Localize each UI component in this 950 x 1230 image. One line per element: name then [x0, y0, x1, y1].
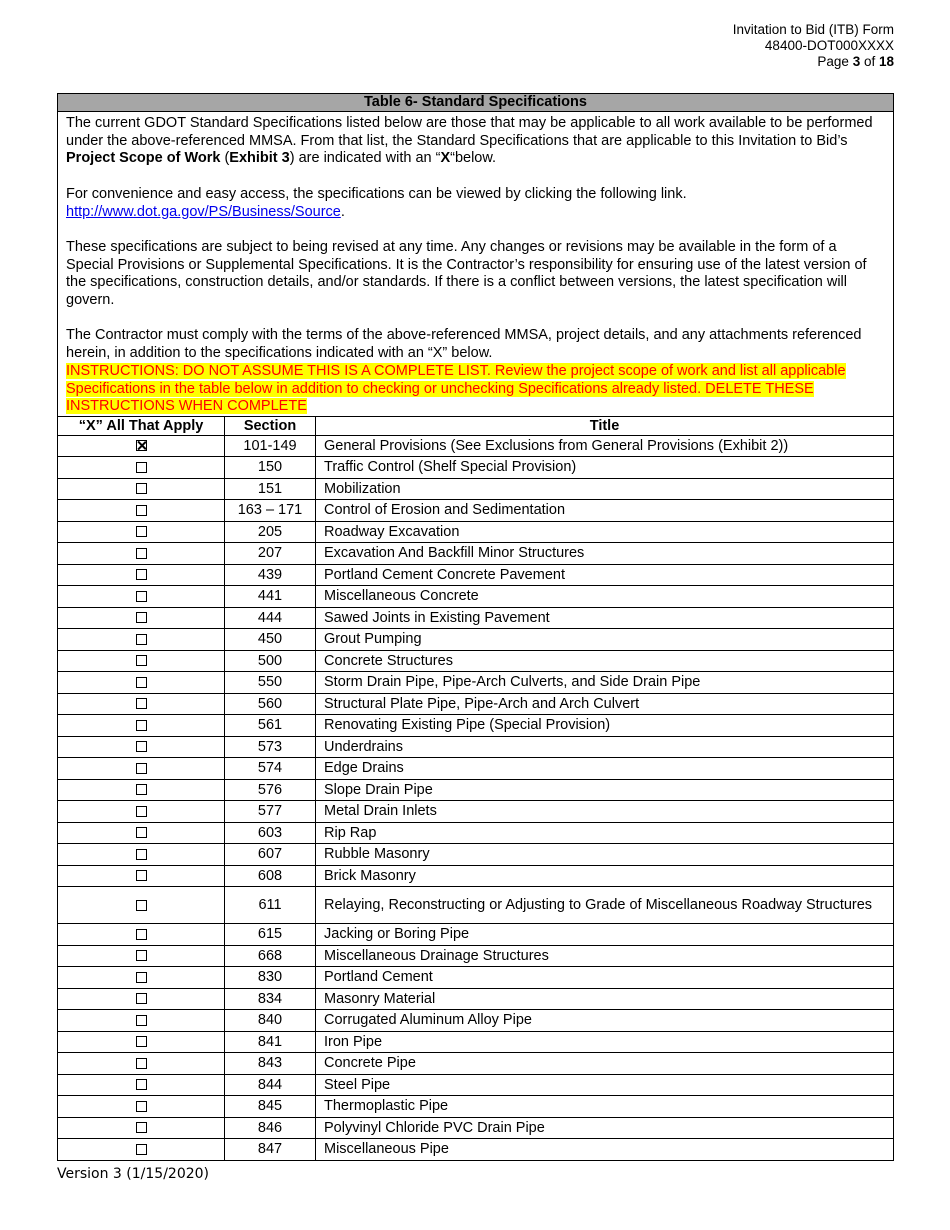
table-row [58, 887, 893, 924]
apply-cell [58, 1096, 225, 1118]
table-row [58, 822, 893, 844]
table-row [58, 1074, 893, 1096]
apply-cell [58, 887, 225, 924]
section-cell: 500 [225, 650, 316, 672]
checkbox-icon[interactable] [136, 698, 147, 709]
checkbox-icon[interactable] [136, 993, 147, 1004]
section-cell: 611 [225, 887, 316, 924]
title-cell: Portland Cement [316, 967, 894, 989]
table-row [58, 1031, 893, 1053]
column-header-section: Section [225, 416, 316, 435]
section-cell: 847 [225, 1139, 316, 1160]
title-cell: Jacking or Boring Pipe [316, 924, 894, 946]
title-cell: Masonry Material [316, 988, 894, 1010]
intro-paragraph-3: These specifications are subject to being revised at any time. Any changes or revisions may be available in the form of a Special Provisions or Supplemental Specifications. It is the Contractor’s responsibility for ensuring use of the latest version of the specifications, construction details, and/or standards. If there is a conflict between versions, the latest specification will govern. [66, 238, 867, 308]
title-cell: Miscellaneous Concrete [316, 586, 894, 608]
title-cell: Structural Plate Pipe, Pipe-Arch and Arch Culvert [316, 693, 894, 715]
apply-cell [58, 822, 225, 844]
checkbox-icon[interactable] [136, 784, 147, 795]
section-cell: 573 [225, 736, 316, 758]
page-header [733, 22, 894, 70]
section-cell: 607 [225, 844, 316, 866]
table-row [58, 801, 893, 823]
table-row [58, 629, 893, 651]
intro-paragraph-4: The Contractor must comply with the terms of the above-referenced MMSA, project details, and any attachments referenced herein, in addition to the specifications indicated with an “X” below. INSTRUCTIONS: DO NOT ASSUME THIS IS A COMPLETE LIST. Review the project scope of work and list all applicable Specifications in the table below in addition to checking or unchecking Specifications already listed. DELETE THESE INSTRUCTIONS WHEN COMPLETE [66, 327, 862, 415]
apply-cell [58, 564, 225, 586]
table-row [58, 500, 893, 522]
section-cell: 608 [225, 865, 316, 887]
version-footer: Version 3 (1/15/2020) [57, 1166, 209, 1182]
apply-cell [58, 1053, 225, 1075]
checkbox-icon[interactable] [136, 569, 147, 580]
apply-cell [58, 521, 225, 543]
title-cell: Excavation And Backfill Minor Structures [316, 543, 894, 565]
title-cell: Concrete Pipe [316, 1053, 894, 1075]
table-row [58, 1053, 893, 1075]
apply-cell [58, 650, 225, 672]
table-row [58, 736, 893, 758]
checkbox-icon[interactable] [136, 1036, 147, 1047]
checkbox-icon[interactable] [136, 720, 147, 731]
title-cell: Rip Rap [316, 822, 894, 844]
table-row [58, 435, 893, 457]
section-cell: 205 [225, 521, 316, 543]
table-row [58, 1096, 893, 1118]
checkbox-icon[interactable] [136, 677, 147, 688]
table-row [58, 693, 893, 715]
table-row [58, 967, 893, 989]
intro-text [58, 112, 893, 416]
title-cell: Storm Drain Pipe, Pipe-Arch Culverts, and Side Drain Pipe [316, 672, 894, 694]
section-cell: 843 [225, 1053, 316, 1075]
table-header-row [58, 416, 893, 435]
title-cell: Mobilization [316, 478, 894, 500]
checkbox-icon[interactable] [136, 526, 147, 537]
apply-cell [58, 543, 225, 565]
column-header-title: Title [316, 416, 894, 435]
title-cell: Steel Pipe [316, 1074, 894, 1096]
section-cell: 668 [225, 945, 316, 967]
section-cell: 101-149 [225, 435, 316, 457]
checkbox-icon[interactable] [136, 950, 147, 961]
title-cell: Grout Pumping [316, 629, 894, 651]
table-row [58, 865, 893, 887]
apply-cell [58, 693, 225, 715]
checkbox-icon[interactable] [136, 1015, 147, 1026]
table-row [58, 650, 893, 672]
apply-cell [58, 844, 225, 866]
table-row [58, 543, 893, 565]
section-cell: 846 [225, 1117, 316, 1139]
section-cell: 840 [225, 1010, 316, 1032]
table-row [58, 1117, 893, 1139]
section-cell: 834 [225, 988, 316, 1010]
checkbox-icon[interactable] [136, 483, 147, 494]
checkbox-icon[interactable] [136, 1144, 147, 1155]
checkbox-icon[interactable] [136, 462, 147, 473]
section-cell: 615 [225, 924, 316, 946]
checkbox-icon[interactable] [136, 972, 147, 983]
apply-cell [58, 629, 225, 651]
title-cell: General Provisions (See Exclusions from General Provisions (Exhibit 2)) [316, 435, 894, 457]
table-row [58, 945, 893, 967]
table-title: Table 6- Standard Specifications [58, 94, 893, 112]
title-cell: Brick Masonry [316, 865, 894, 887]
intro-paragraph-1: The current GDOT Standard Specifications listed below are those that may be applicable to all work available to be performed under the above-referenced MMSA. From that list, the Standard Specifications that are applicable to this Invitation to Bid’s Project Scope of Work (Exhibit 3) are indicated with an “X“below. [66, 115, 873, 167]
title-cell: Iron Pipe [316, 1031, 894, 1053]
section-cell: 561 [225, 715, 316, 737]
apply-cell [58, 924, 225, 946]
apply-cell [58, 945, 225, 967]
specifications-link[interactable]: http://www.dot.ga.gov/PS/Business/Source [66, 203, 341, 220]
checkbox-icon[interactable] [136, 806, 147, 817]
section-cell: 444 [225, 607, 316, 629]
title-cell: Polyvinyl Chloride PVC Drain Pipe [316, 1117, 894, 1139]
apply-cell [58, 715, 225, 737]
checkbox-icon[interactable] [136, 612, 147, 623]
table-row [58, 988, 893, 1010]
apply-cell [58, 457, 225, 479]
table-row [58, 457, 893, 479]
title-cell: Edge Drains [316, 758, 894, 780]
table-row [58, 779, 893, 801]
checkbox-icon[interactable] [136, 655, 147, 666]
apply-cell [58, 988, 225, 1010]
section-cell: 844 [225, 1074, 316, 1096]
apply-cell [58, 967, 225, 989]
table-row [58, 715, 893, 737]
title-cell: Thermoplastic Pipe [316, 1096, 894, 1118]
checkbox-icon[interactable] [136, 849, 147, 860]
instructions-highlight: INSTRUCTIONS: DO NOT ASSUME THIS IS A COMPLETE LIST. Review the project scope of work and list all applicable Specifications in the table below in addition to checking or unchecking Specifications already listed. DELETE THESE INSTRUCTIONS WHEN COMPLETE [66, 362, 846, 415]
table-row [58, 607, 893, 629]
section-cell: 207 [225, 543, 316, 565]
apply-cell [58, 672, 225, 694]
checkbox-icon[interactable] [136, 548, 147, 559]
checkbox-icon[interactable] [136, 1101, 147, 1112]
checkbox-icon[interactable] [136, 870, 147, 881]
checkbox-icon[interactable] [136, 1079, 147, 1090]
section-cell: 560 [225, 693, 316, 715]
title-cell: Metal Drain Inlets [316, 801, 894, 823]
standard-specifications-box [57, 93, 894, 1161]
checkbox-icon[interactable] [136, 1058, 147, 1069]
checkbox-icon[interactable] [136, 827, 147, 838]
title-cell: Control of Erosion and Sedimentation [316, 500, 894, 522]
title-cell: Roadway Excavation [316, 521, 894, 543]
apply-cell [58, 1010, 225, 1032]
section-cell: 151 [225, 478, 316, 500]
table-row [58, 758, 893, 780]
apply-cell [58, 586, 225, 608]
intro-paragraph-2: For convenience and easy access, the specifications can be viewed by clicking the following link. http://www.dot.ga.gov/PS/Business/Source. [66, 185, 687, 220]
apply-cell [58, 1139, 225, 1160]
table-row [58, 844, 893, 866]
section-cell: 603 [225, 822, 316, 844]
title-cell: Renovating Existing Pipe (Special Provision) [316, 715, 894, 737]
title-cell: Relaying, Reconstructing or Adjusting to Grade of Miscellaneous Roadway Structures [316, 887, 894, 924]
apply-cell [58, 758, 225, 780]
section-cell: 163 – 171 [225, 500, 316, 522]
apply-cell [58, 1031, 225, 1053]
title-cell: Corrugated Aluminum Alloy Pipe [316, 1010, 894, 1032]
title-cell: Miscellaneous Drainage Structures [316, 945, 894, 967]
table-row [58, 564, 893, 586]
title-cell: Concrete Structures [316, 650, 894, 672]
section-cell: 830 [225, 967, 316, 989]
form-title: Invitation to Bid (ITB) Form [732, 22, 894, 37]
checkbox-icon[interactable] [136, 505, 147, 516]
section-cell: 150 [225, 457, 316, 479]
section-cell: 439 [225, 564, 316, 586]
apply-cell [58, 607, 225, 629]
table-row [58, 924, 893, 946]
apply-cell [58, 1074, 225, 1096]
checkbox-icon[interactable] [136, 741, 147, 752]
apply-cell [58, 736, 225, 758]
checkbox-icon[interactable] [136, 440, 147, 451]
checkbox-icon[interactable] [136, 929, 147, 940]
table-row [58, 586, 893, 608]
apply-cell [58, 865, 225, 887]
specifications-table [58, 416, 893, 1160]
section-cell: 845 [225, 1096, 316, 1118]
section-cell: 841 [225, 1031, 316, 1053]
table-row [58, 521, 893, 543]
section-cell: 550 [225, 672, 316, 694]
title-cell: Miscellaneous Pipe [316, 1139, 894, 1160]
checkbox-icon[interactable] [136, 900, 147, 911]
table-row [58, 478, 893, 500]
checkbox-icon[interactable] [136, 591, 147, 602]
title-cell: Portland Cement Concrete Pavement [316, 564, 894, 586]
form-number: 48400-DOT000XXXX [764, 38, 894, 53]
table-row [58, 1139, 893, 1160]
apply-cell [58, 500, 225, 522]
checkbox-icon[interactable] [136, 763, 147, 774]
section-cell: 574 [225, 758, 316, 780]
page-number: Page 3 of 18 [817, 54, 894, 69]
table-row [58, 1010, 893, 1032]
apply-cell [58, 801, 225, 823]
section-cell: 441 [225, 586, 316, 608]
title-cell: Slope Drain Pipe [316, 779, 894, 801]
checkbox-icon[interactable] [136, 634, 147, 645]
title-cell: Underdrains [316, 736, 894, 758]
table-row [58, 672, 893, 694]
apply-cell [58, 779, 225, 801]
title-cell: Sawed Joints in Existing Pavement [316, 607, 894, 629]
column-header-apply: “X” All That Apply [58, 416, 225, 435]
section-cell: 577 [225, 801, 316, 823]
section-cell: 450 [225, 629, 316, 651]
table-body [58, 435, 893, 1160]
checkbox-icon[interactable] [136, 1122, 147, 1133]
apply-cell [58, 435, 225, 457]
title-cell: Traffic Control (Shelf Special Provision) [316, 457, 894, 479]
title-cell: Rubble Masonry [316, 844, 894, 866]
apply-cell [58, 1117, 225, 1139]
section-cell: 576 [225, 779, 316, 801]
apply-cell [58, 478, 225, 500]
